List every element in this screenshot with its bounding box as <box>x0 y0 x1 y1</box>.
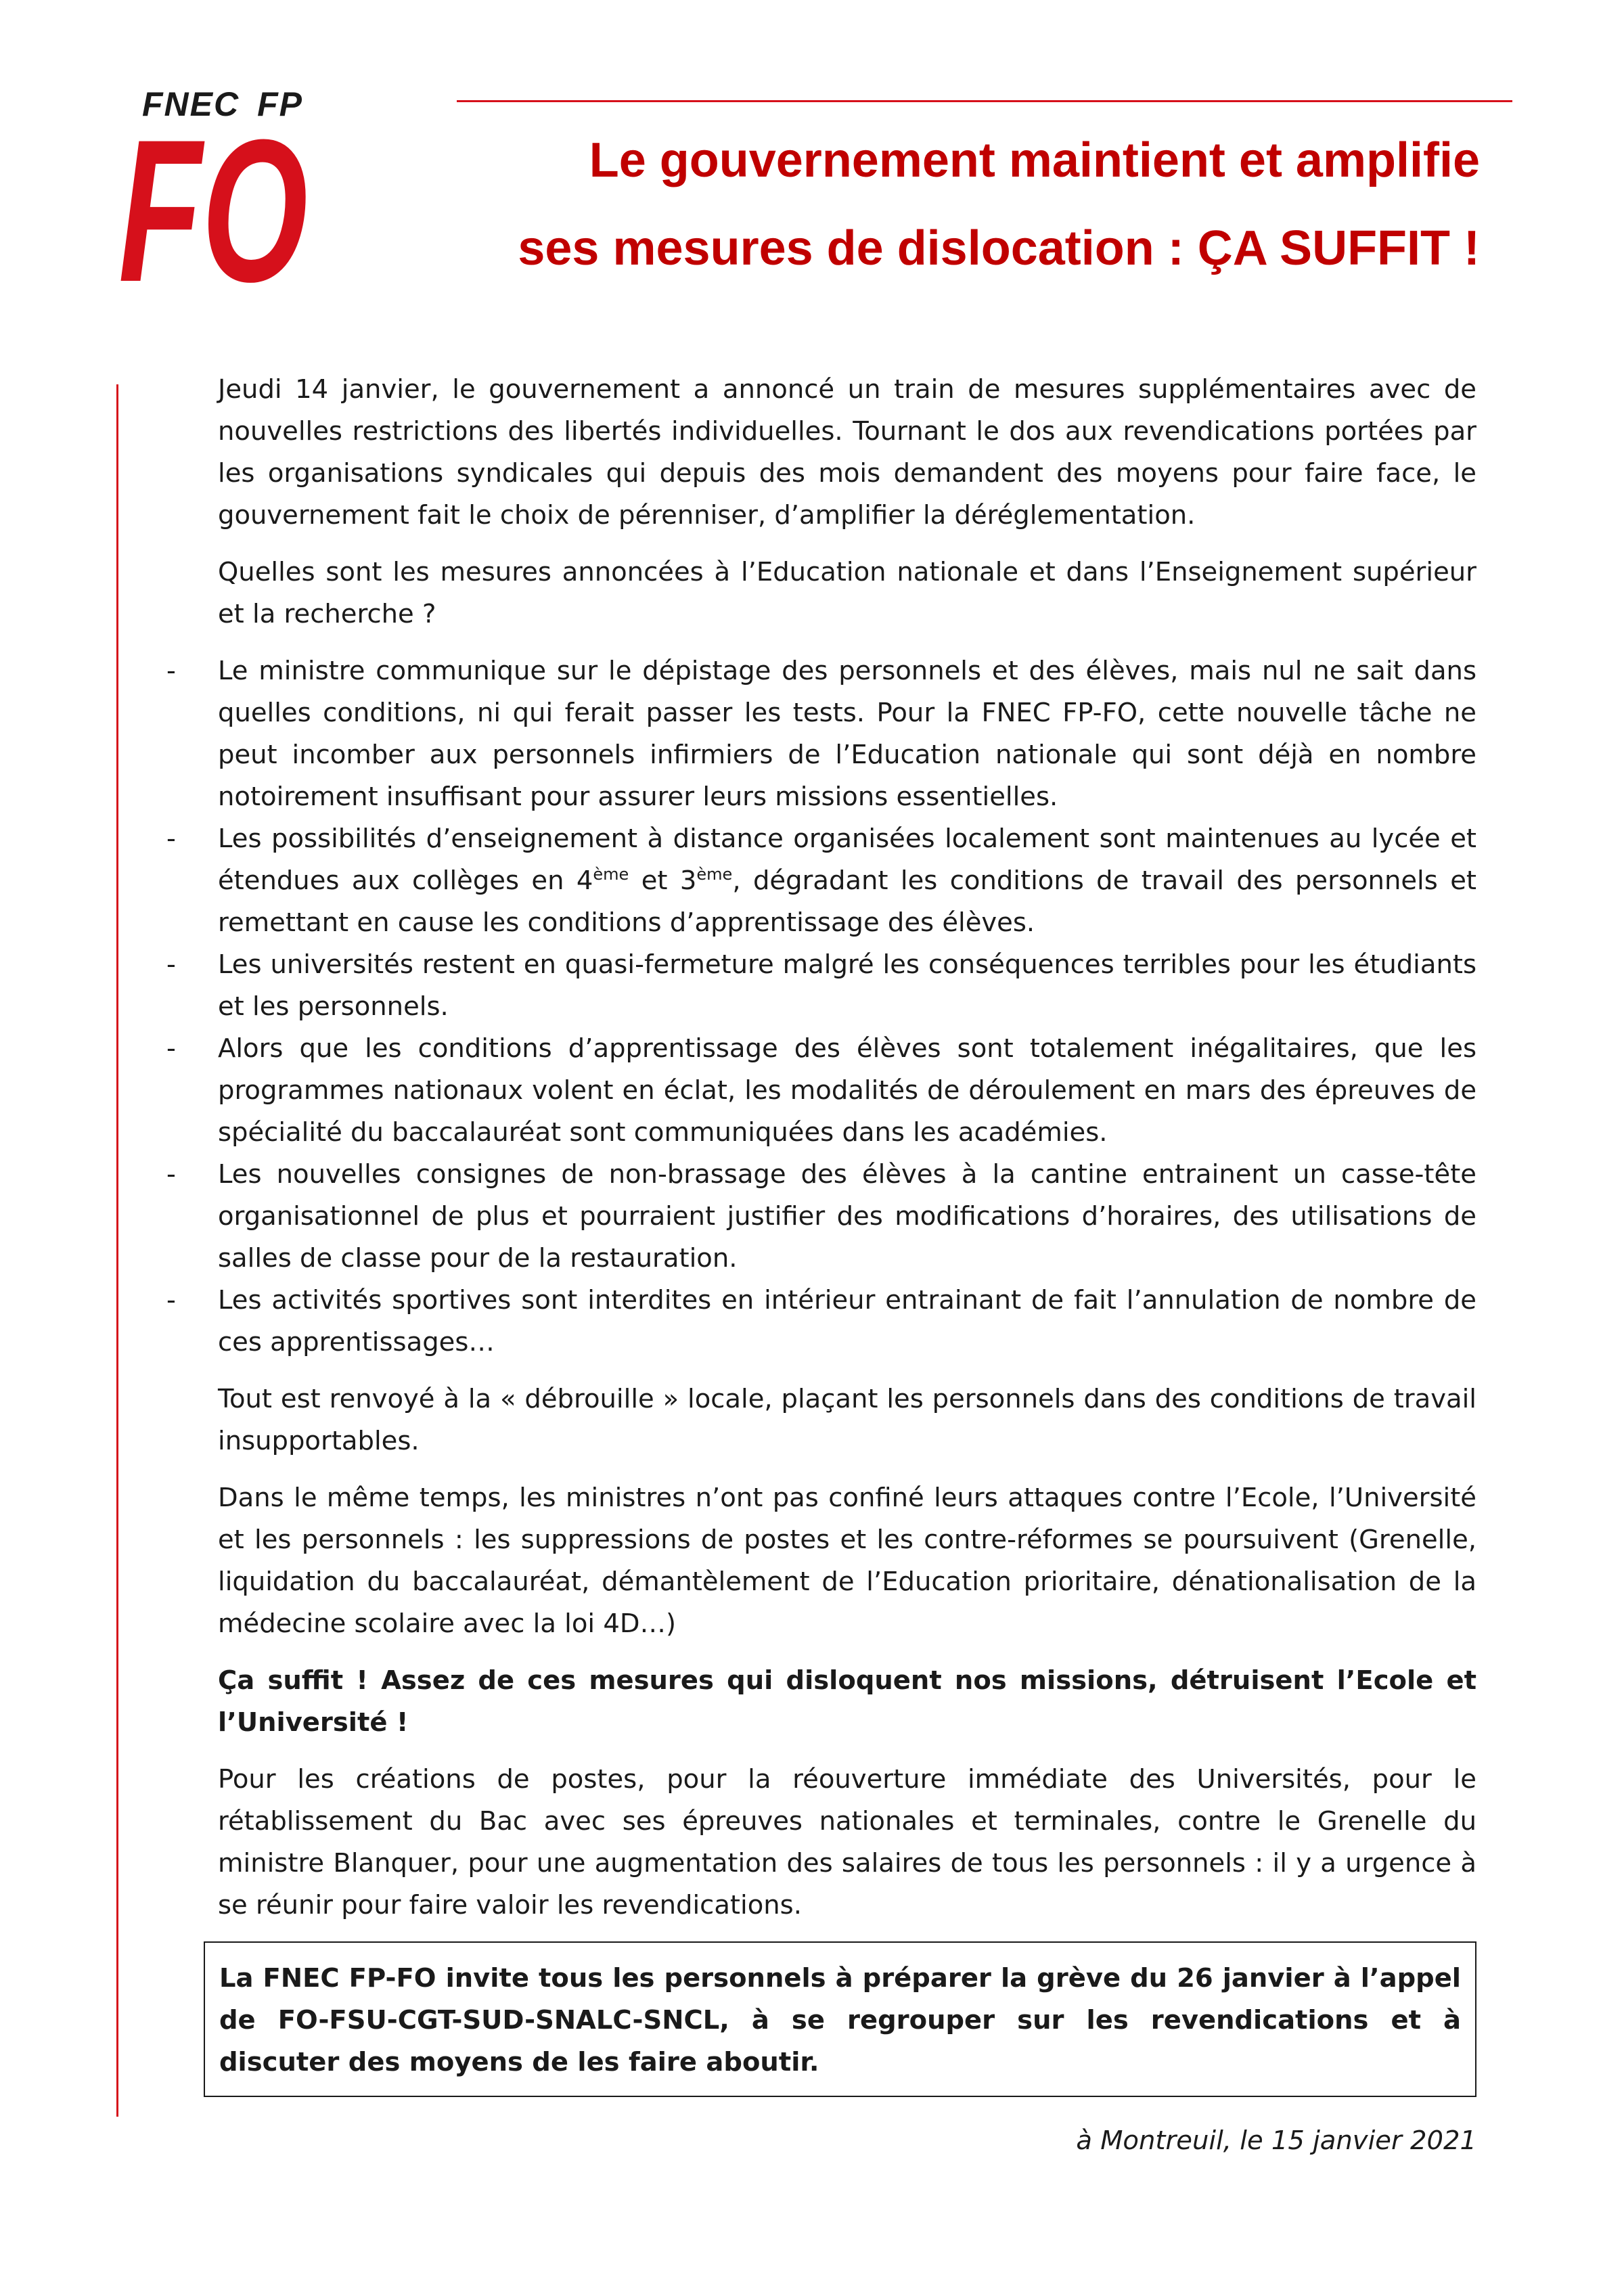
list-item <box>166 944 1476 1028</box>
list-item-text: Alors que les conditions d’apprentissage des élèves sont totalement inégalitaires, que les programmes nationaux volent en éclat, les modalités de déroulement en mars des épreuves de spécialité du baccalauréat sont communiquées dans les académies. <box>218 1033 1476 1148</box>
list-dash: - <box>166 1159 176 1190</box>
ordinal-superscript: ème <box>593 865 629 884</box>
header-rule <box>457 100 1512 102</box>
page-title <box>330 116 1480 292</box>
signature-line: à Montreuil, le 15 janvier 2021 <box>1076 2125 1476 2156</box>
list-item-text: Les nouvelles consignes de non-brassage des élèves à la cantine entrainent un casse-tête organisationnel de plus et pourraient justifier des modifications d’horaires, des utilisations de salles de classe pour de la restauration. <box>218 1159 1476 1274</box>
measures-list <box>166 650 1476 1364</box>
list-dash: - <box>166 824 176 854</box>
title-line-1: Le gouvernement maintient et amplifie <box>589 133 1480 187</box>
list-item-text-part: , dégradant les conditions de travail des personnels et remettant en cause les conditions d’apprentissage des élèves. <box>218 865 1476 938</box>
list-item-text-part: et 3 <box>629 865 697 896</box>
local-paragraph: Tout est renvoyé à la « débrouille » locale, plaçant les personnels dans des conditions de travail insupportables. <box>218 1384 1476 1456</box>
fnec-fp-fo-logo <box>115 85 332 301</box>
logo-fp-word: FP <box>257 85 304 123</box>
demands-paragraph: Pour les créations de postes, pour la réouverture immédiate des Universités, pour le rétablissement du Bac avec ses épreuves nationales et terminales, contre le Grenelle du ministre Blanquer, pour une augmentation des salaires de tous les personnels : il y a urgence à se réunir pour faire valoir les revendications. <box>218 1764 1476 1920</box>
list-item-text-part: Les possibilités d’enseignement à distance organisées localement sont maintenues au lycée et étendues aux collèges en 4 <box>218 824 1476 896</box>
logo-fnec-fp-text <box>142 85 303 124</box>
strike-call-box: La FNEC FP-FO invite tous les personnels à préparer la grève du 26 janvier à l’appel de FO-FSU-CGT-SUD-SNALC-SNCL, à se regrouper sur les revendications et à discuter des moyens de les faire aboutir. <box>204 1941 1476 2097</box>
list-item <box>166 818 1476 944</box>
attacks-paragraph: Dans le même temps, les ministres n’ont pas confiné leurs attaques contre l’Ecole, l’Université et les personnels : les suppressions de postes et les contre-réformes se poursuivent (Grenelle, liquidation du baccalauréat, démantèlement de l’Education prioritaire, dénationalisation de la médecine scolaire avec la loi 4D…) <box>218 1483 1476 1639</box>
margin-rule <box>116 384 118 2117</box>
list-item <box>166 650 1476 818</box>
list-item <box>166 1028 1476 1154</box>
logo-fo-mark <box>115 122 311 291</box>
list-dash: - <box>166 656 176 686</box>
logo-fnec-word: FNEC <box>142 85 240 123</box>
intro-paragraph: Jeudi 14 janvier, le gouvernement a annoncé un train de mesures supplémentaires avec de nouvelles restrictions des libertés individuelles. Tournant le dos aux revendications portées par les organisations syndicales qui depuis des mois demandent des moyens pour faire face, le gouvernement fait le choix de pérenniser, d’amplifier la déréglementation. <box>218 374 1476 531</box>
list-item-text: Les activités sportives sont interdites en intérieur entrainant de fait l’annulation de nombre de ces apprentissages… <box>218 1285 1476 1357</box>
question-paragraph: Quelles sont les mesures annoncées à l’Education nationale et dans l’Enseignement supérieur et la recherche ? <box>218 557 1476 629</box>
logo-fo-letters: FO <box>118 122 308 291</box>
enough-statement: Ça suffit ! Assez de ces mesures qui disloquent nos missions, détruisent l’Ecole et l’Université ! <box>218 1665 1476 1738</box>
list-dash: - <box>166 1285 176 1315</box>
list-dash: - <box>166 949 176 980</box>
ordinal-superscript: ème <box>696 865 733 884</box>
press-release-body <box>166 369 1476 2162</box>
list-item-text: Les universités restent en quasi-fermeture malgré les conséquences terribles pour les étudiants et les personnels. <box>218 949 1476 1022</box>
list-item <box>166 1280 1476 1364</box>
list-item <box>166 1154 1476 1280</box>
title-line-2: ses mesures de dislocation : ÇA SUFFIT ! <box>518 221 1480 275</box>
list-item-text: Le ministre communique sur le dépistage des personnels et des élèves, mais nul ne sait dans quelles conditions, ni qui ferait passer les tests. Pour la FNEC FP-FO, cette nouvelle tâche ne peut incomber aux personnels infirmiers de l’Education nationale qui sont déjà en nombre notoirement insuffisant pour assurer leurs missions essentielles. <box>218 656 1476 812</box>
list-dash: - <box>166 1033 176 1064</box>
